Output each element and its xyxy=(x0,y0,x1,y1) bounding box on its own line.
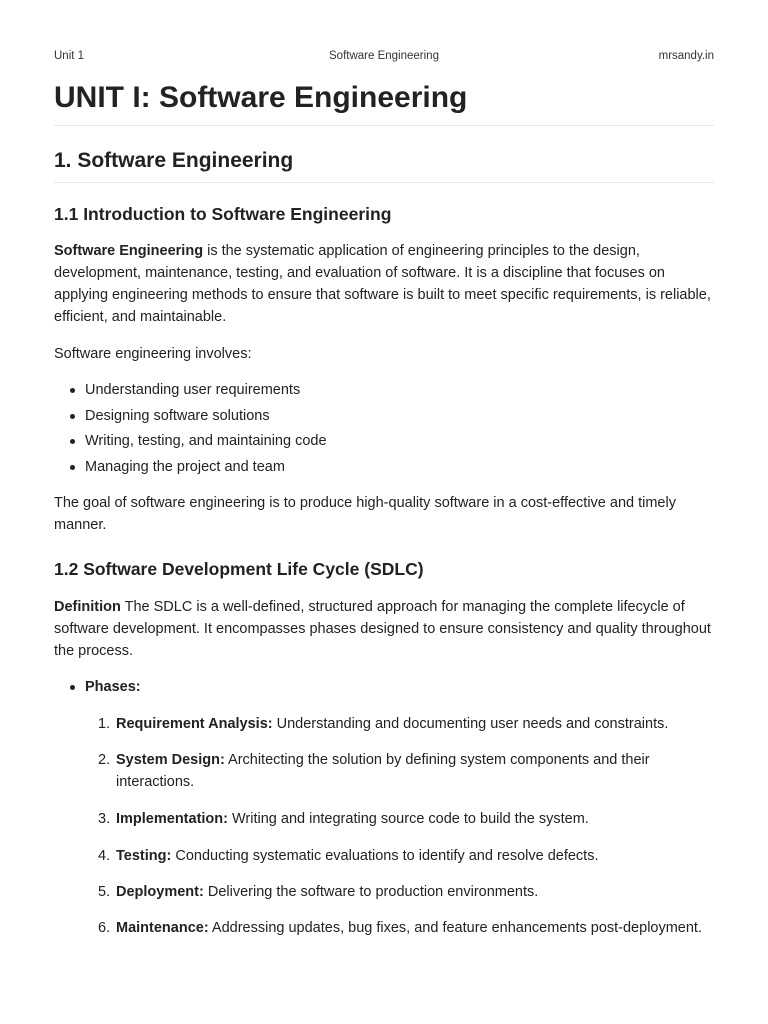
section-1-2-heading: 1.2 Software Development Life Cycle (SDLC) xyxy=(54,559,424,579)
list-item: Managing the project and team xyxy=(54,456,327,482)
section-1-1-heading: 1.1 Introduction to Software Engineering xyxy=(54,204,392,224)
phase-item xyxy=(54,713,714,735)
phase-title: Implementation: xyxy=(116,811,228,827)
phase-item xyxy=(54,845,714,867)
intro-paragraph xyxy=(54,240,714,328)
phase-text: Understanding and documenting user needs and constraints. xyxy=(272,716,669,732)
section-1-heading: 1. Software Engineering xyxy=(54,149,294,172)
phase-item xyxy=(54,749,714,793)
phase-text: Addressing updates, bug fixes, and feature enhancements post-deployment. xyxy=(208,920,702,936)
running-header xyxy=(54,50,714,66)
phase-number: 2. xyxy=(98,752,111,768)
phase-item xyxy=(54,917,714,939)
phase-item xyxy=(54,881,714,903)
title-divider xyxy=(54,125,714,126)
list-item: Designing software solutions xyxy=(54,405,327,431)
phase-text: Delivering the software to production environments. xyxy=(203,884,539,900)
goal-paragraph: The goal of software engineering is to produce high-quality software in a cost-effective and timely manner. xyxy=(54,495,676,533)
definition-paragraph xyxy=(54,596,714,662)
phases-label-item xyxy=(54,676,141,702)
phase-title: Maintenance: xyxy=(116,920,209,936)
definition-bold-term: Definition xyxy=(54,599,121,615)
intro-text: is the systematic application of engineering principles to the design, development, maintenance, testing, and evaluation of software. It is a discipline that focuses on applying engineering methods to ensure that software is built to meet specific requirements, is reliable, efficient, and maintainable. xyxy=(54,243,711,325)
list-item: Understanding user requirements xyxy=(54,379,327,405)
phase-item xyxy=(54,808,714,830)
phase-number: 5. xyxy=(98,884,111,900)
phase-title: Testing: xyxy=(116,848,172,864)
definition-text: The SDLC is a well-defined, structured approach for managing the complete lifecycle of software development. It encompasses phases designed to ensure consistency and quality throughout the process. xyxy=(54,599,711,659)
header-center: Software Engineering xyxy=(329,50,439,62)
header-right: mrsandy.in xyxy=(658,50,714,62)
phase-number: 6. xyxy=(98,920,111,936)
phases-label: Phases: xyxy=(85,679,141,695)
header-left: Unit 1 xyxy=(54,50,85,62)
phase-title: Requirement Analysis: xyxy=(116,716,273,732)
list-item: Writing, testing, and maintaining code xyxy=(54,430,327,456)
phases-bullet-list xyxy=(54,676,141,702)
phase-text: Conducting systematic evaluations to identify and resolve defects. xyxy=(171,848,599,864)
phase-title: System Design: xyxy=(116,752,225,768)
involves-list xyxy=(54,379,327,481)
phase-number: 3. xyxy=(98,811,111,827)
page-title: UNIT I: Software Engineering xyxy=(54,81,468,114)
phase-number: 1. xyxy=(98,716,111,732)
phase-title: Deployment: xyxy=(116,884,204,900)
section-1-divider xyxy=(54,182,714,183)
involves-paragraph: Software engineering involves: xyxy=(54,346,252,362)
phase-number: 4. xyxy=(98,848,111,864)
intro-bold-term: Software Engineering xyxy=(54,243,204,259)
phase-text: Writing and integrating source code to build the system. xyxy=(227,811,589,827)
phase-text: Architecting the solution by defining system components and their interactions. xyxy=(116,752,650,790)
